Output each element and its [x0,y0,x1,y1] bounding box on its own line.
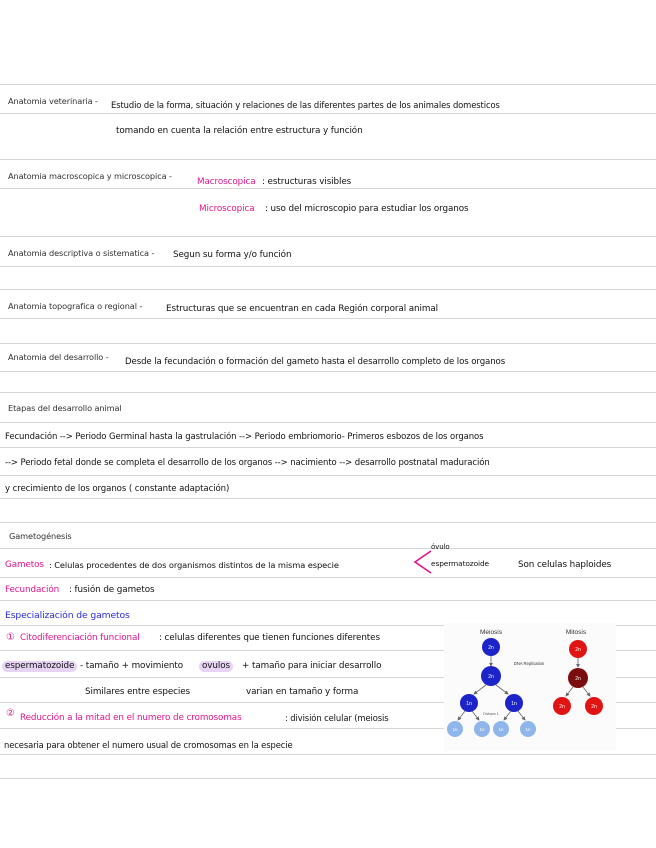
ruled-line [0,422,656,423]
ruled-line [0,392,656,393]
varian-text: varian en tamaño y forma [246,687,359,697]
etapas-text: --> Periodo fetal donde se completa el desarrollo de los organos --> nacimiento --> desarrollo postnatal maduración [5,458,490,468]
topografica-text: Estructuras que se encuentran en cada Región corporal animal [166,304,438,314]
arrow [496,685,508,694]
espermatozoide-branch: espermatozoide [431,559,489,568]
item1-text: : celulas diferentes que tienen funciones diferentes [159,633,380,643]
item2-label: Reducción a la mitad en el numero de cromosomas [20,713,242,723]
gametos-label: Gametos [5,560,44,570]
cell-label: 2n [559,704,565,710]
cell-label: 2n [488,674,494,680]
microscopica-text: : uso del microscopio para estudiar los organos [265,204,469,214]
espermatozoide-highlight: espermatozoide [2,661,77,672]
section-heading-descriptiva: Anatomia descriptiva o sistematica - [8,248,155,258]
arrow [566,687,573,696]
ruled-line [0,236,656,237]
dna-replication-label: DNA Replication [513,661,545,666]
cell-label: 1n [511,701,517,707]
ruled-line [0,113,656,114]
ruled-line [0,577,656,578]
arrow [504,711,511,720]
haploid-text: Son celulas haploides [518,560,612,570]
ruled-line [0,159,656,160]
ruled-line [0,343,656,344]
ruled-line [0,475,656,476]
arrow [472,711,479,720]
cell-label: 1n [479,727,485,732]
cell-label: 2n [575,676,581,682]
ruled-line [0,600,656,601]
ruled-line [0,188,656,189]
ruled-line [0,371,656,372]
arrow [518,711,525,720]
descriptiva-text: Segun su forma y/o función [173,250,292,260]
ruled-line [0,289,656,290]
cell-label: 1n [452,727,458,732]
ruled-line [0,778,656,779]
ruled-line [0,498,656,499]
ruled-line [0,84,656,85]
cell-label: 2n [575,647,581,653]
desarrollo-text: Desde la fecundación o formación del gameto hasta el desarrollo completo de los organos [125,357,506,367]
microscopica-label: Microscopica [199,204,255,214]
meiosis-title: Meiosis [479,629,503,636]
cell-label: 2n [591,704,597,710]
item2-line2: necesaria para obtener el numero usual de cromosomas en la especie [4,740,293,750]
fecundacion-label: Fecundación [5,585,60,595]
fecundacion-text: : fusión de gametos [69,585,155,595]
section-heading-topografica: Anatomia topografica o regional - [8,301,143,311]
macroscopica-label: Macroscopica [197,177,256,187]
ruled-line [0,266,656,267]
ovulo-highlight: ovulos [199,661,233,672]
definition-text: tomando en cuenta la relación entre estructura y función [116,126,363,136]
ruled-line [0,447,656,448]
ruled-line [0,548,656,549]
especializacion-heading: Especialización de gametos [5,610,130,621]
diagram-svg [444,623,616,751]
cell-label: 1n [498,727,504,732]
item1-label: Citodiferenciación funcional [20,633,140,643]
arrow [458,711,465,720]
item2-text: : división celular (meiosis [285,713,389,723]
cell-label: 1n [466,701,472,707]
ruled-line [0,754,656,755]
gametos-text: : Celulas procedentes de dos organismos distintos de la misma especie [49,560,339,570]
item2-number: ② [6,708,15,719]
section-heading-etapas: Etapas del desarrollo animal [8,403,122,413]
item1-number: ① [6,632,15,643]
macroscopica-text: : estructuras visibles [262,177,352,187]
mitosis-title: Mitosis [565,629,587,636]
division-1-label: Division 1 [483,712,499,716]
section-heading-desarrollo: Anatomia del desarrollo - [8,352,109,362]
etapas-text: Fecundación --> Periodo Germinal hasta la gastrulación --> Periodo embriomorio- Primeros esbozos de los organos [5,432,484,442]
ovulo-branch: óvulo [431,543,450,551]
arrow [474,685,486,694]
section-heading-macro-micro: Anatomia macroscopica y microscopica - [8,171,172,181]
meiosis-mitosis-diagram [444,623,616,751]
ovulo-text: + tamaño para iniciar desarrollo [242,661,382,671]
ruled-line [0,522,656,523]
espermatozoide-text: - tamaño + movimiento [80,661,184,671]
cell-label: 1n [525,727,531,732]
cell-label: 2n [488,645,494,651]
etapas-text: y crecimiento de los organos ( constante adaptación) [5,484,230,494]
brace-icon [411,549,433,575]
definition-text: Estudio de la forma, situación y relaciones de las diferentes partes de los animales domesticos [111,100,500,110]
section-heading-gametogenesis: Gametogénesis [9,531,72,541]
section-heading-anatomia-veterinaria: Anatomia veterinaria - [8,96,98,106]
similares-text: Similares entre especies [85,687,191,697]
ruled-line [0,318,656,319]
arrow [583,687,590,696]
